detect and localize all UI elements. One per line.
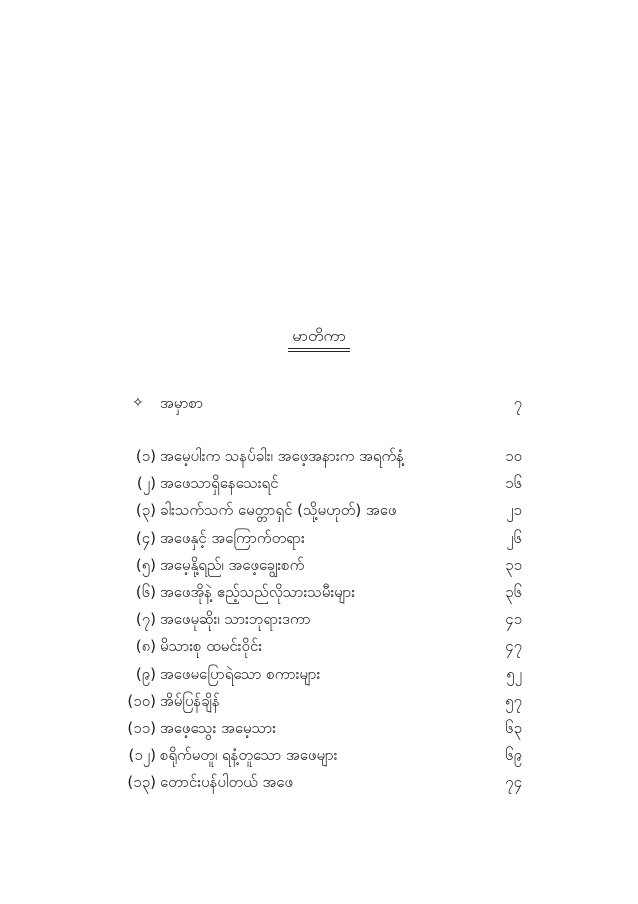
- toc-entry: [0, 715, 638, 742]
- entry-number: (၁၂): [128, 746, 156, 765]
- toc-entry: [0, 661, 638, 688]
- toc-entry: [0, 443, 638, 470]
- entry-page-number: ၇၄: [505, 773, 522, 792]
- entry-page-number: ၅၇: [505, 691, 522, 710]
- entry-title: အဖေနှင့် အကြောက်တရား: [160, 528, 305, 547]
- preface-page-number: ၇: [513, 394, 522, 412]
- toc-entry: [0, 633, 638, 660]
- entry-title: အမေ့ပါးက သနပ်ခါး၊ အဖေ့အနားက အရက်နံ့: [160, 447, 404, 465]
- entry-page-number: ၂၁: [506, 501, 522, 520]
- entry-title: ခါးသက်သက် မေတ္တာရှင် (သို့မဟုတ်) အဖေ: [160, 501, 397, 520]
- entry-page-number: ၆၉: [505, 746, 522, 765]
- entry-title: အိမ်ပြန်ချိန်: [160, 691, 220, 710]
- toc-preface-row: [0, 392, 638, 414]
- entry-title: အဖေမပြောရဲသော စကားများ: [160, 664, 321, 683]
- toc-entry: [0, 742, 638, 769]
- toc-entry: [0, 606, 638, 633]
- toc-heading: [0, 326, 638, 349]
- toc-entry: [0, 552, 638, 579]
- toc-title: မာတိကာ: [288, 326, 350, 349]
- entry-title: အဖေ့သွေး အမေ့သား: [160, 718, 277, 737]
- entry-title: မိသားစု ထမင်းဝိုင်း: [160, 637, 263, 656]
- preface-label: အမှာစာ: [160, 394, 204, 412]
- entry-page-number: ၁၆: [505, 474, 522, 493]
- entry-page-number: ၃၆: [505, 582, 522, 601]
- entry-title: အဖေအိုနဲ့ ဧည့်သည်လိုသားသမီးများ: [160, 582, 356, 601]
- entry-number: (၁၁): [127, 718, 156, 737]
- entry-title: စရိုက်မတူ၊ ရနံ့တူသော အဖေများ: [160, 746, 338, 765]
- sparkle-bullet-icon: ✧: [132, 395, 144, 411]
- toc-entry: [0, 769, 638, 796]
- entry-title: အဖေမုဆိုး၊ သားဘုရားဒကာ: [160, 610, 311, 629]
- entry-page-number: ၄၁: [505, 610, 522, 629]
- entry-number: (၄): [135, 528, 156, 547]
- entry-page-number: ၁၀: [505, 447, 522, 465]
- entry-page-number: ၅၂: [506, 664, 522, 683]
- entry-number: (၇): [135, 610, 156, 629]
- toc-entry: [0, 525, 638, 552]
- entry-page-number: ၄၇: [505, 637, 522, 656]
- entry-number: (၉): [135, 664, 156, 683]
- entry-number: (၁၃): [127, 773, 156, 792]
- toc-entry: [0, 497, 638, 524]
- entry-number: (၁၀): [127, 691, 156, 710]
- entry-title: အမေ့နို့ရည်၊ အဖေ့ချွေးစက်: [160, 555, 305, 574]
- entry-number: (၆): [135, 582, 156, 601]
- entry-page-number: ၂၆: [506, 528, 522, 547]
- toc-entry: [0, 579, 638, 606]
- entry-number: (၃): [135, 501, 156, 520]
- entry-page-number: ၆၃: [505, 718, 522, 737]
- toc-entry-list: [0, 443, 638, 796]
- entry-number: (၅): [135, 555, 156, 574]
- entry-number: (၈): [135, 637, 156, 656]
- toc-entry: [0, 688, 638, 715]
- entry-title: အဖေသာရှိနေသေးရင်: [160, 474, 279, 493]
- entry-number: (၂): [136, 474, 156, 493]
- entry-page-number: ၃၁: [505, 555, 522, 574]
- toc-entry: [0, 470, 638, 497]
- entry-number: (၁): [135, 447, 156, 465]
- entry-title: တောင်းပန်ပါတယ် အဖေ: [160, 773, 293, 792]
